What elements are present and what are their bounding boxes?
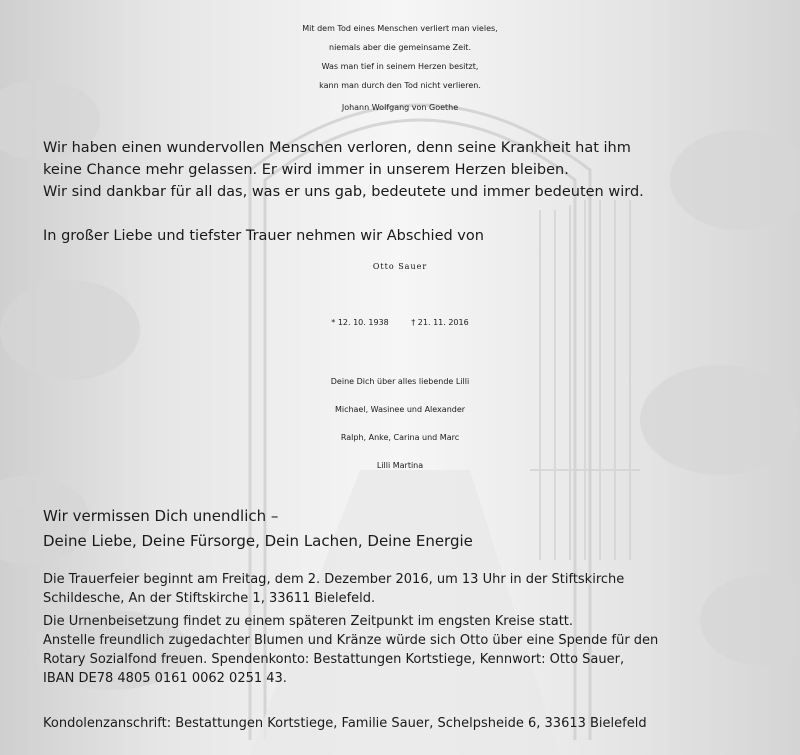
family-member-line: Deine Dich über alles liebende Lilli [330,377,470,386]
family-member-line: Lilli Martina [376,461,424,470]
donation-line: Rotary Sozialfond freuen. Spendenkonto: Bestattungen Kortstiege, Kennwort: Otto Sauer, [43,652,625,667]
donation-line: IBAN DE78 4805 0161 0062 0251 43. [43,671,287,686]
intro-paragraph [43,137,644,203]
life-dates [0,318,800,327]
poem-line: niemals aber die gemeinsame Zeit. [329,43,471,52]
missing-message [43,504,473,554]
service-line: Die Trauerfeier beginnt am Freitag, dem 2. Dezember 2016, um 13 Uhr in der Stiftskirche [43,572,625,587]
family-list [0,368,800,480]
missing-line: Deine Liebe, Deine Fürsorge, Dein Lachen, Deine Energie [43,532,473,550]
condolence-address: Kondolenzanschrift: Bestattungen Kortstiege, Familie Sauer, Schelpsheide 6, 33613 Bielefeld [43,716,647,731]
burial-line: Die Urnenbeisetzung findet zu einem späteren Zeitpunkt im engsten Kreise statt. [43,614,574,629]
donation-line: Anstelle freundlich zugedachter Blumen und Kränze würde sich Otto über eine Spende für den [43,633,659,648]
family-member-line: Michael, Wasinee und Alexander [334,405,466,414]
poem-quote [0,19,800,117]
deceased-name: Otto Sauer [372,262,428,271]
intro-line: Wir sind dankbar für all das, was er uns gab, bedeutete und immer bedeuten wird. [43,184,644,200]
intro-line: Wir haben einen wundervollen Menschen verloren, denn seine Krankheit hat ihm [43,140,631,156]
family-member-line: Ralph, Anke, Carina und Marc [340,433,460,442]
service-line: Schildesche, An der Stiftskirche 1, 33611 Bielefeld. [43,591,376,606]
poem-author: Johann Wolfgang von Goethe [341,103,459,112]
death-date: † 21. 11. 2016 [411,318,469,327]
poem-line: Was man tief in seinem Herzen besitzt, [321,62,479,71]
intro-line: keine Chance mehr gelassen. Er wird immer in unserem Herzen bleiben. [43,162,569,178]
poem-line: Mit dem Tod eines Menschen verliert man vieles, [302,24,498,33]
poem-line: kann man durch den Tod nicht verlieren. [319,81,481,90]
birth-date: * 12. 10. 1938 [331,318,389,327]
farewell-line: In großer Liebe und tiefster Trauer nehmen wir Abschied von [43,228,484,244]
funeral-info [43,570,658,688]
missing-line: Wir vermissen Dich unendlich – [43,507,279,525]
